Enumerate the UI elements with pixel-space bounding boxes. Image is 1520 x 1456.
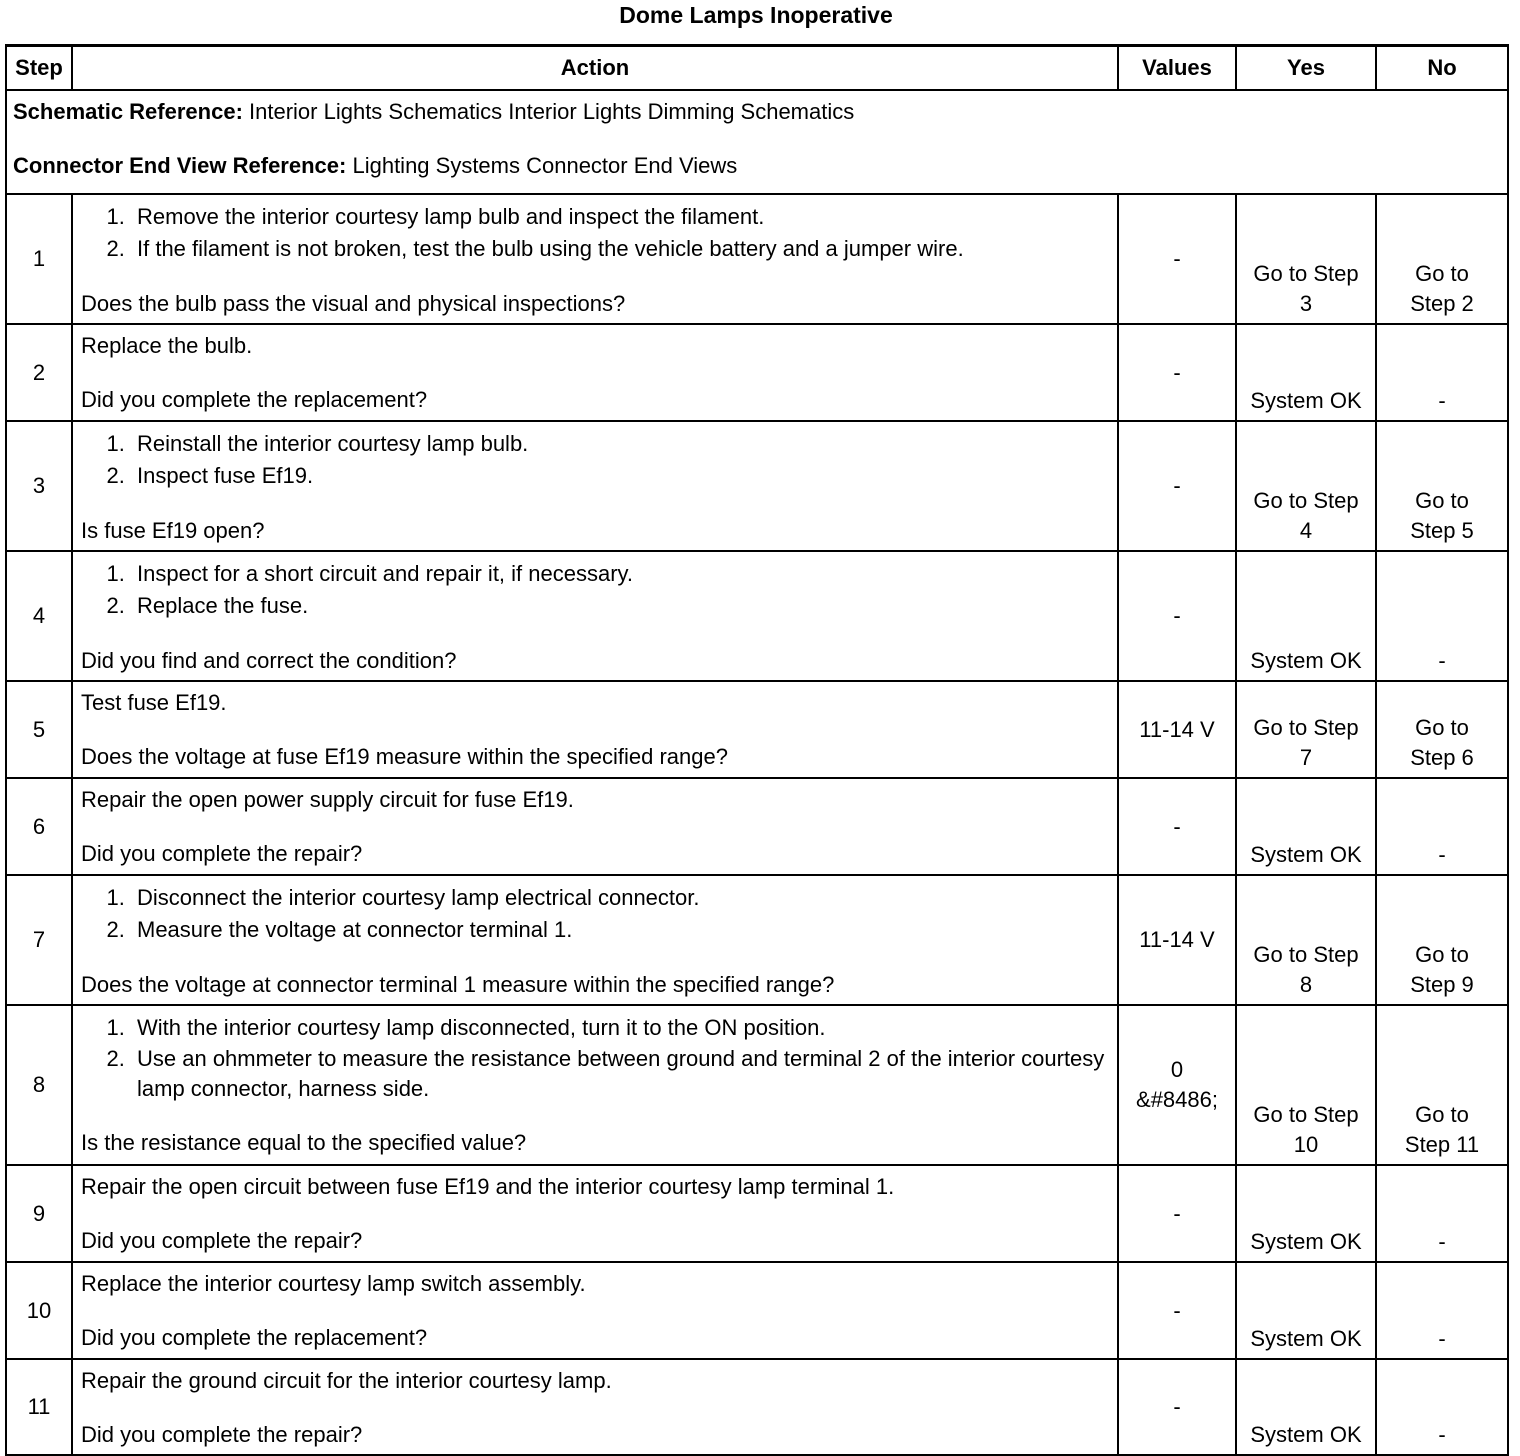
step-number: 1 bbox=[6, 194, 72, 324]
step-yes bbox=[1236, 194, 1376, 324]
action-item: 2. If the filament is not broken, test the bulb using the vehicle battery and a jumper wire. bbox=[131, 233, 1109, 265]
no-link-number[interactable]: Step 9 bbox=[1410, 972, 1474, 997]
action-item: 2. Replace the fuse. bbox=[131, 590, 1109, 622]
action-list bbox=[81, 201, 1109, 265]
step-question: Does the bulb pass the visual and physical inspections? bbox=[81, 291, 626, 316]
header-values: Values bbox=[1118, 46, 1236, 91]
step-values: - bbox=[1118, 1262, 1236, 1359]
step-question: Did you complete the repair? bbox=[81, 1228, 363, 1253]
step-number: 10 bbox=[6, 1262, 72, 1359]
header-step: Step bbox=[6, 46, 72, 91]
step-action bbox=[72, 1005, 1118, 1165]
reference-row bbox=[6, 90, 1508, 194]
no-value: - bbox=[1438, 388, 1446, 413]
step-question: Did you complete the repair? bbox=[81, 841, 363, 866]
step-no bbox=[1376, 1359, 1508, 1455]
action-text: Replace the interior courtesy lamp switch assembly. bbox=[81, 1271, 586, 1296]
step-action bbox=[72, 1262, 1118, 1359]
step-number: 5 bbox=[6, 681, 72, 778]
step-row bbox=[6, 1165, 1508, 1262]
step-yes bbox=[1236, 551, 1376, 681]
header-no: No bbox=[1376, 46, 1508, 91]
no-value: - bbox=[1438, 1229, 1446, 1254]
reference-cell bbox=[6, 90, 1508, 194]
action-list bbox=[81, 558, 1109, 622]
no-link[interactable]: Go to bbox=[1415, 261, 1469, 286]
action-list bbox=[81, 428, 1109, 492]
action-item: 2. Inspect fuse Ef19. bbox=[131, 460, 1109, 492]
step-question: Did you complete the replacement? bbox=[81, 387, 428, 412]
step-yes bbox=[1236, 324, 1376, 421]
no-link-number[interactable]: Step 11 bbox=[1404, 1132, 1480, 1157]
yes-link[interactable]: System OK bbox=[1250, 648, 1362, 673]
step-no bbox=[1376, 551, 1508, 681]
action-text: Replace the bulb. bbox=[81, 333, 253, 358]
no-link-number[interactable]: Step 5 bbox=[1410, 518, 1474, 543]
yes-link-number[interactable]: 3 bbox=[1299, 291, 1313, 316]
step-number: 11 bbox=[6, 1359, 72, 1455]
yes-link-number[interactable]: 7 bbox=[1299, 745, 1313, 770]
step-row bbox=[6, 1262, 1508, 1359]
step-row bbox=[6, 324, 1508, 421]
action-item: 1. Disconnect the interior courtesy lamp electrical connector. bbox=[131, 882, 1109, 914]
step-number: 8 bbox=[6, 1005, 72, 1165]
step-action bbox=[72, 681, 1118, 778]
step-yes bbox=[1236, 1262, 1376, 1359]
yes-link[interactable]: System OK bbox=[1250, 842, 1362, 867]
values-line: &#8486; bbox=[1136, 1087, 1218, 1112]
step-no bbox=[1376, 778, 1508, 875]
step-yes bbox=[1236, 1005, 1376, 1165]
step-values bbox=[1118, 1005, 1236, 1165]
yes-link[interactable]: System OK bbox=[1250, 1422, 1362, 1447]
yes-link[interactable]: Go to Step bbox=[1253, 1102, 1359, 1127]
step-no bbox=[1376, 324, 1508, 421]
step-values: - bbox=[1118, 421, 1236, 551]
no-link-number[interactable]: Step 6 bbox=[1410, 745, 1474, 770]
step-values: 11-14 V bbox=[1118, 681, 1236, 778]
schematic-reference: Schematic Reference: Interior Lights Schematics Interior Lights Dimming Schematics bbox=[13, 99, 855, 124]
action-text: Test fuse Ef19. bbox=[81, 690, 227, 715]
step-yes bbox=[1236, 1165, 1376, 1262]
yes-link[interactable]: Go to Step bbox=[1253, 261, 1359, 286]
step-no bbox=[1376, 681, 1508, 778]
step-values: - bbox=[1118, 1359, 1236, 1455]
no-link[interactable]: Go to bbox=[1415, 942, 1469, 967]
action-item: 1. Inspect for a short circuit and repair it, if necessary. bbox=[131, 558, 1109, 590]
step-number: 2 bbox=[6, 324, 72, 421]
step-question: Did you find and correct the condition? bbox=[81, 648, 457, 673]
no-link[interactable]: Go to bbox=[1415, 488, 1469, 513]
yes-link-number[interactable]: 4 bbox=[1299, 518, 1313, 543]
yes-link-number[interactable]: 8 bbox=[1299, 972, 1313, 997]
step-action bbox=[72, 324, 1118, 421]
step-number: 3 bbox=[6, 421, 72, 551]
action-text: Repair the open power supply circuit for fuse Ef19. bbox=[81, 787, 574, 812]
step-question: Did you complete the repair? bbox=[81, 1422, 363, 1447]
action-list bbox=[81, 1012, 1109, 1104]
yes-link[interactable]: System OK bbox=[1250, 1229, 1362, 1254]
connector-reference: Connector End View Reference: Lighting Systems Connector End Views bbox=[13, 153, 738, 178]
step-number: 7 bbox=[6, 875, 72, 1005]
step-number: 4 bbox=[6, 551, 72, 681]
step-values: - bbox=[1118, 778, 1236, 875]
action-item: 2. Measure the voltage at connector terminal 1. bbox=[131, 914, 1109, 946]
step-question: Is the resistance equal to the specified value? bbox=[81, 1130, 527, 1155]
action-text: Repair the open circuit between fuse Ef19 and the interior courtesy lamp terminal 1. bbox=[81, 1174, 895, 1199]
yes-link[interactable]: Go to Step bbox=[1253, 488, 1359, 513]
step-row bbox=[6, 1005, 1508, 1165]
action-item: 1. Remove the interior courtesy lamp bulb and inspect the filament. bbox=[131, 201, 1109, 233]
step-row bbox=[6, 194, 1508, 324]
step-action bbox=[72, 1165, 1118, 1262]
step-action bbox=[72, 421, 1118, 551]
step-question: Did you complete the replacement? bbox=[81, 1325, 428, 1350]
step-action bbox=[72, 194, 1118, 324]
step-action bbox=[72, 1359, 1118, 1455]
no-value: - bbox=[1438, 1326, 1446, 1351]
action-item: 1. With the interior courtesy lamp disconnected, turn it to the ON position. bbox=[131, 1012, 1109, 1044]
step-number: 6 bbox=[6, 778, 72, 875]
no-value: - bbox=[1438, 842, 1446, 867]
step-values: - bbox=[1118, 194, 1236, 324]
step-yes bbox=[1236, 1359, 1376, 1455]
step-yes bbox=[1236, 681, 1376, 778]
step-yes bbox=[1236, 875, 1376, 1005]
diagnostic-table bbox=[5, 44, 1509, 1456]
step-yes bbox=[1236, 421, 1376, 551]
step-values: - bbox=[1118, 1165, 1236, 1262]
step-number: 9 bbox=[6, 1165, 72, 1262]
step-row bbox=[6, 681, 1508, 778]
step-action bbox=[72, 551, 1118, 681]
yes-link[interactable]: Go to Step bbox=[1253, 715, 1359, 740]
yes-link[interactable]: System OK bbox=[1250, 388, 1362, 413]
connector-reference-label: Connector End View Reference bbox=[13, 153, 340, 178]
action-text: Repair the ground circuit for the interior courtesy lamp. bbox=[81, 1368, 612, 1393]
step-question: Is fuse Ef19 open? bbox=[81, 518, 265, 543]
step-no bbox=[1376, 421, 1508, 551]
step-question: Does the voltage at fuse Ef19 measure within the specified range? bbox=[81, 744, 728, 769]
header-action: Action bbox=[72, 46, 1118, 91]
step-values: 11-14 V bbox=[1118, 875, 1236, 1005]
schematic-reference-label: Schematic Reference bbox=[13, 99, 236, 124]
yes-link-number[interactable]: 10 bbox=[1293, 1132, 1319, 1157]
values-line: 0 bbox=[1170, 1057, 1184, 1082]
no-link[interactable]: Go to bbox=[1415, 1102, 1469, 1127]
yes-link[interactable]: Go to Step bbox=[1253, 942, 1359, 967]
step-row bbox=[6, 778, 1508, 875]
no-value: - bbox=[1438, 648, 1446, 673]
step-no bbox=[1376, 1005, 1508, 1165]
step-row bbox=[6, 875, 1508, 1005]
step-no bbox=[1376, 1165, 1508, 1262]
header-yes: Yes bbox=[1236, 46, 1376, 91]
step-action bbox=[72, 875, 1118, 1005]
step-row bbox=[6, 1359, 1508, 1455]
no-value: - bbox=[1438, 1422, 1446, 1447]
schematic-reference-link[interactable]: Interior Lights Schematics Interior Lights Dimming Schematics bbox=[249, 99, 855, 124]
step-values: - bbox=[1118, 551, 1236, 681]
connector-reference-link[interactable]: Lighting Systems Connector End Views bbox=[352, 153, 738, 178]
yes-link[interactable]: System OK bbox=[1250, 1326, 1362, 1351]
step-row bbox=[6, 551, 1508, 681]
step-action bbox=[72, 778, 1118, 875]
step-question: Does the voltage at connector terminal 1 measure within the specified range? bbox=[81, 972, 835, 997]
action-item: 2. Use an ohmmeter to measure the resistance between ground and terminal 2 of the interior courtesy lamp connector, harness side. bbox=[131, 1044, 1109, 1104]
page-title: Dome Lamps Inoperative bbox=[619, 2, 893, 28]
no-link[interactable]: Go to bbox=[1415, 715, 1469, 740]
step-no bbox=[1376, 1262, 1508, 1359]
step-no bbox=[1376, 194, 1508, 324]
step-values: - bbox=[1118, 324, 1236, 421]
step-row bbox=[6, 421, 1508, 551]
no-link-number[interactable]: Step 2 bbox=[1410, 291, 1474, 316]
step-yes bbox=[1236, 778, 1376, 875]
action-item: 1. Reinstall the interior courtesy lamp bulb. bbox=[131, 428, 1109, 460]
header-row bbox=[6, 46, 1508, 91]
step-no bbox=[1376, 875, 1508, 1005]
action-list bbox=[81, 882, 1109, 946]
